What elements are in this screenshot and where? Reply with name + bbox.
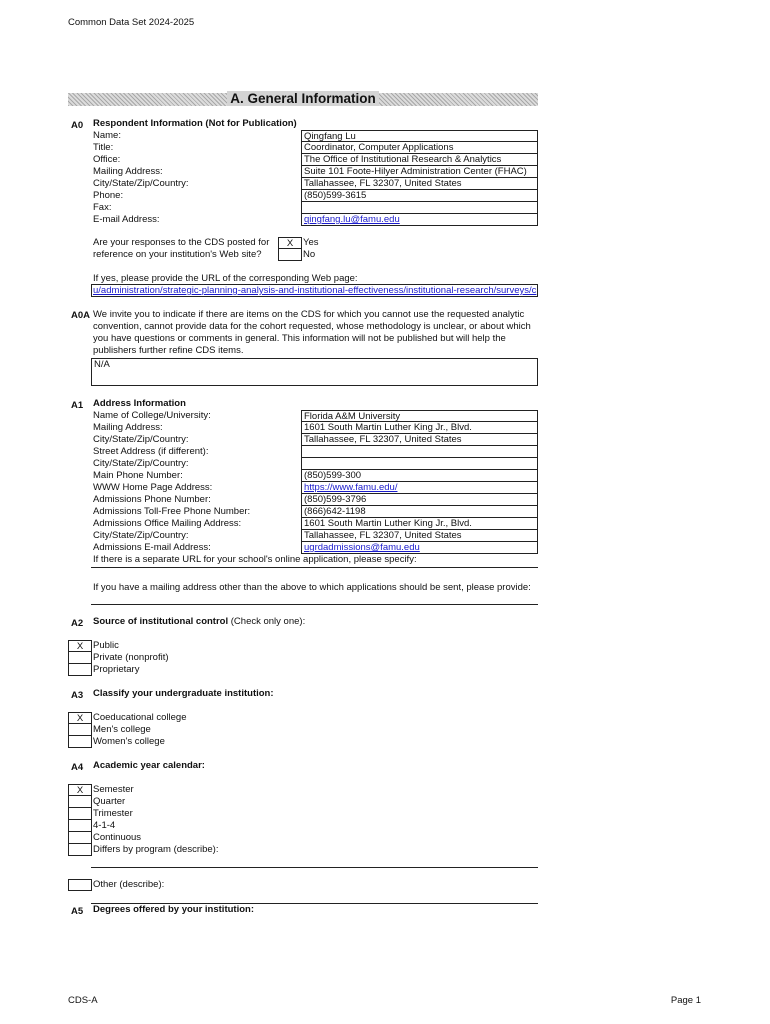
a1-field-text[interactable]: ugrdadmissions@famu.edu [304, 542, 420, 553]
a1-field-label: Main Phone Number: [93, 470, 183, 481]
a0-field-label: Name: [93, 130, 121, 141]
a1-field-label: Admissions Toll-Free Phone Number: [93, 506, 251, 517]
a0-field-value[interactable] [301, 202, 538, 214]
a0-field-text: (850)599-3615 [304, 190, 367, 201]
a1-field-value[interactable] [301, 530, 538, 542]
a1-field-text: (850)599-300 [304, 470, 362, 481]
a4-heading: Academic year calendar: [93, 760, 205, 771]
a1-field-label: Admissions Phone Number: [93, 494, 211, 505]
a1-field-value[interactable] [301, 470, 538, 482]
a5-code: A5 [71, 906, 84, 917]
a1-field-text: (850)599-3796 [304, 494, 367, 505]
a1-field-text: Tallahassee, FL 32307, United States [304, 530, 462, 541]
other-checkbox[interactable] [68, 879, 92, 891]
a1-field-value[interactable] [301, 434, 538, 446]
describe-line[interactable] [91, 867, 538, 868]
a1-field-value[interactable] [301, 410, 538, 422]
calendar-option-checkbox[interactable] [68, 832, 92, 844]
a0-field-text: Suite 101 Foote-Hilyer Administration Center (FHAC) [304, 166, 527, 177]
online-app-line[interactable] [91, 567, 538, 568]
posted-no-checkbox[interactable] [278, 249, 302, 261]
a1-field-value[interactable] [301, 482, 538, 494]
footer-left: CDS-A [68, 995, 98, 1006]
posted-yes-label: Yes [303, 237, 319, 248]
a1-field-label: Mailing Address: [93, 422, 163, 433]
control-option-label: Proprietary [93, 664, 140, 675]
footer-page-number: Page 1 [670, 995, 701, 1006]
calendar-option-label: 4-1-4 [93, 820, 116, 831]
a1-field-text: Florida A&M University [304, 411, 401, 422]
control-option-label: Private (nonprofit) [93, 652, 169, 663]
a0-field-text: qingfang.lu@famu.edu [304, 214, 400, 225]
classification-option-label: Coeducational college [93, 712, 187, 723]
a0-field-value[interactable] [301, 190, 538, 202]
calendar-option-checkbox[interactable] [68, 820, 92, 832]
mailing-prompt: If you have a mailing address other than the above to which applications should be sent, please provide: [93, 582, 531, 593]
section-banner [68, 93, 538, 106]
a0-field-text: Qingfang Lu [304, 131, 356, 142]
cds-url-link[interactable]: u/administration/strategic-planning-analysis-and-institutional-effectiveness/institutional-research/surveys/c [93, 285, 537, 296]
a1-field-text: 1601 South Martin Luther King Jr., Blvd. [304, 518, 472, 529]
calendar-option-checkbox[interactable] [68, 796, 92, 808]
a1-field-value[interactable] [301, 542, 538, 554]
posted-no-label: No [303, 249, 316, 260]
a1-field-value[interactable] [301, 506, 538, 518]
a1-field-label: City/State/Zip/Country: [93, 434, 189, 445]
a0-field-value[interactable] [301, 130, 538, 142]
a1-field-value[interactable] [301, 446, 538, 458]
a0-field-text: Coordinator, Computer Applications [304, 142, 454, 153]
cds-url-field[interactable] [91, 284, 538, 297]
a1-field-label: Admissions E-mail Address: [93, 542, 211, 553]
a0-field-value[interactable] [301, 154, 538, 166]
a0-code: A0 [71, 120, 84, 131]
a1-heading: Address Information [93, 398, 186, 409]
a0-field-label: Phone: [93, 190, 124, 201]
a1-field-text: Tallahassee, FL 32307, United States [304, 434, 462, 445]
a0-field-text: Tallahassee, FL 32307, United States [304, 178, 462, 189]
a0a-code: A0A [71, 310, 91, 321]
a0-field-label: E-mail Address: [93, 214, 160, 225]
a1-field-value[interactable] [301, 422, 538, 434]
a0-field-label: Fax: [93, 202, 112, 213]
control-option-label: Public [93, 640, 119, 651]
a0a-instructions: We invite you to indicate if there are items on the CDS for which you cannot use the requested analytic convention, cannot provide data for the cohort requested, whose methodology is unclear, or about which you have questions or comments in general. This information will not be published but will help the publishers further refine CDS items. [93, 309, 531, 356]
control-option-checkbox[interactable] [68, 652, 92, 664]
online-app-prompt: If there is a separate URL for your school's online application, please specify: [93, 554, 417, 565]
classification-option-label: Women's college [93, 736, 165, 747]
calendar-option-label: Quarter [93, 796, 126, 807]
a2-code: A2 [71, 618, 84, 629]
control-option-checkbox[interactable]: X [68, 640, 92, 652]
classification-option-checkbox[interactable]: X [68, 712, 92, 724]
other-label: Other (describe): [93, 879, 165, 890]
a0-field-label: Office: [93, 154, 121, 165]
a1-field-value[interactable] [301, 458, 538, 470]
calendar-option-checkbox[interactable]: X [68, 784, 92, 796]
a1-field-value[interactable] [301, 494, 538, 506]
a1-field-label: Admissions Office Mailing Address: [93, 518, 242, 529]
a1-field-label: City/State/Zip/Country: [93, 458, 189, 469]
a1-field-label: WWW Home Page Address: [93, 482, 213, 493]
a0a-answer: N/A [94, 359, 110, 370]
calendar-option-label: Semester [93, 784, 134, 795]
posted-question-line2: reference on your institution's Web site? [93, 249, 262, 260]
a0-heading: Respondent Information (Not for Publication) [93, 118, 297, 129]
a1-field-text[interactable]: https://www.famu.edu/ [304, 482, 398, 493]
a0-field-label: Mailing Address: [93, 166, 163, 177]
classification-option-checkbox[interactable] [68, 736, 92, 748]
a3-code: A3 [71, 690, 84, 701]
calendar-option-label: Differs by program (describe): [93, 844, 219, 855]
control-option-checkbox[interactable] [68, 664, 92, 676]
a1-field-text: (866)642-1198 [304, 506, 366, 517]
posted-question-line1: Are your responses to the CDS posted for [93, 237, 270, 248]
calendar-option-label: Continuous [93, 832, 142, 843]
a0-field-value[interactable] [301, 178, 538, 190]
a1-code: A1 [71, 400, 84, 411]
a5-heading: Degrees offered by your institution: [93, 904, 254, 915]
mailing-line[interactable] [91, 604, 538, 605]
a0-field-value[interactable] [301, 166, 538, 178]
classification-option-label: Men's college [93, 724, 151, 735]
a0-field-value[interactable] [301, 142, 538, 154]
calendar-option-checkbox[interactable] [68, 844, 92, 856]
a4-code: A4 [71, 762, 84, 773]
a0-field-label: City/State/Zip/Country: [93, 178, 189, 189]
section-title: A. General Information [227, 91, 379, 106]
a1-field-value[interactable] [301, 518, 538, 530]
a1-field-label: Street Address (if different): [93, 446, 209, 457]
running-header: Common Data Set 2024-2025 [68, 17, 195, 28]
a3-heading: Classify your undergraduate institution: [93, 688, 274, 699]
url-prompt: If yes, please provide the URL of the corresponding Web page: [93, 273, 358, 284]
a1-field-label: Name of College/University: [93, 410, 211, 421]
a0-field-label: Title: [93, 142, 114, 153]
a0-field-value[interactable] [301, 214, 538, 226]
a0a-answer-field[interactable] [91, 358, 538, 386]
calendar-option-checkbox[interactable] [68, 808, 92, 820]
a1-field-text: 1601 South Martin Luther King Jr., Blvd. [304, 422, 472, 433]
a2-heading: Source of institutional control (Check only one): [93, 616, 306, 627]
posted-yes-checkbox[interactable]: X [278, 237, 302, 249]
a0-field-text: The Office of Institutional Research & Analytics [304, 154, 502, 165]
classification-option-checkbox[interactable] [68, 724, 92, 736]
calendar-option-label: Trimester [93, 808, 133, 819]
a1-field-label: City/State/Zip/Country: [93, 530, 189, 541]
